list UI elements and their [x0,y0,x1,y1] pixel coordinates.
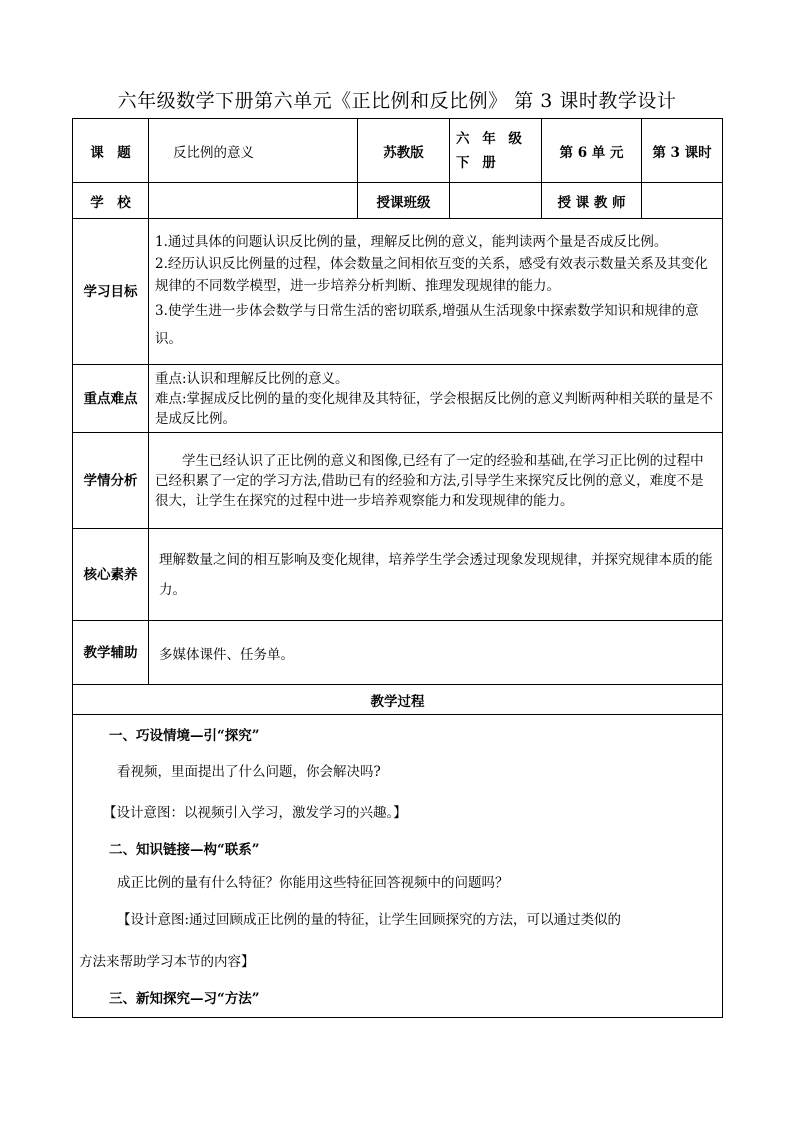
analysis-label: 学情分析 [73,433,149,529]
keypoints-content [149,365,723,433]
class-value [450,183,542,219]
analysis-text: 学生已经认识了正比例的意义和图像,已经有了一定的经验和基础,在学习正比例的过程中已经积累了一定的学习方法,借助已有的经验和方法,引导学生来探究反比例的意义，难度不是很大，让学生在探究的过程中进一步培养观察能力和发现规律的能力。 [149,433,723,529]
keypoints-label: 重点难点 [73,365,149,433]
school-value [149,183,358,219]
teacher-label: 授 课 教 师 [542,183,642,219]
goal-item: 1.通过具体的问题认识反比例的量，理解反比例的意义，能判读两个量是否成反比例。 [155,233,668,250]
row-topic [73,119,723,183]
keypoint-item: 难点:掌握成反比例的量的变化规律及其特征，学会根据反比例的意义判断两种相关联的量是不是成反比例。 [155,390,714,427]
goal-item: 2.经历认识反比例量的过程，体会数量之间相依互变的关系，感受有效表示数量关系及其变化规律的不同数学模型，进一步培养分析判断、推理发现规律的能力。 [155,255,708,294]
goal-item: 3.使学生进一步体会数学与日常生活的密切联系,增强从生活现象中探索数学知识和规律的意识。 [155,302,699,347]
unit: 第 6 单 元 [542,119,642,183]
literacy-text: 理解数量之间的相互影响及变化规律，培养学生学会透过现象发现规律，并探究规律本质的能力。 [149,529,723,621]
row-goals [73,219,723,365]
aids-label: 教学辅助 [73,621,149,685]
section-3-heading: 三、新知探究—习“方法” [109,991,260,1007]
class-label: 授课班级 [358,183,450,219]
section-2-text: 成正比例的量有什么特征？你能用这些特征回答视频中的问题吗？ [117,875,509,891]
row-process-body [73,715,723,1018]
row-analysis [73,433,723,529]
row-literacy [73,529,723,621]
goals-label: 学习目标 [73,219,149,365]
row-aids [73,621,723,685]
row-keypoints [73,365,723,433]
section-2-note-cont: 方法来帮助学习本节的内容】 [79,954,255,970]
keypoint-item: 重点:认识和理解反比例的意义。 [155,370,349,387]
grade: 六 年 级 下 册 [450,119,542,183]
goals-content [149,219,723,365]
section-2-heading: 二、知识链接—构“联系” [109,842,260,858]
row-process-title [73,685,723,715]
topic-label: 课 题 [73,119,149,183]
process-body [73,715,723,1018]
section-1-note: 【设计意图：以视频引入学习，激发学习的兴趣。】 [103,805,407,821]
page-title: 六年级数学下册第六单元《正比例和反比例》 第 3 课时教学设计 [117,90,677,112]
aids-text: 多媒体课件、任务单。 [149,621,723,685]
lesson-plan-table [72,118,723,1018]
topic-value: 反比例的意义 [149,119,358,183]
section-1-heading: 一、巧设情境—引“探究” [109,728,260,744]
row-school [73,183,723,219]
edition: 苏教版 [358,119,450,183]
school-label: 学 校 [73,183,149,219]
section-1-text: 看视频，里面提出了什么问题，你会解决吗? [117,764,381,780]
process-title: 教学过程 [73,685,723,715]
teacher-value [642,183,723,219]
section-2-note: 【设计意图:通过回顾成正比例的量的特征，让学生回顾探究的方法，可以通过类似的 [117,912,622,928]
lesson: 第 3 课时 [642,119,723,183]
literacy-label: 核心素养 [73,529,149,621]
